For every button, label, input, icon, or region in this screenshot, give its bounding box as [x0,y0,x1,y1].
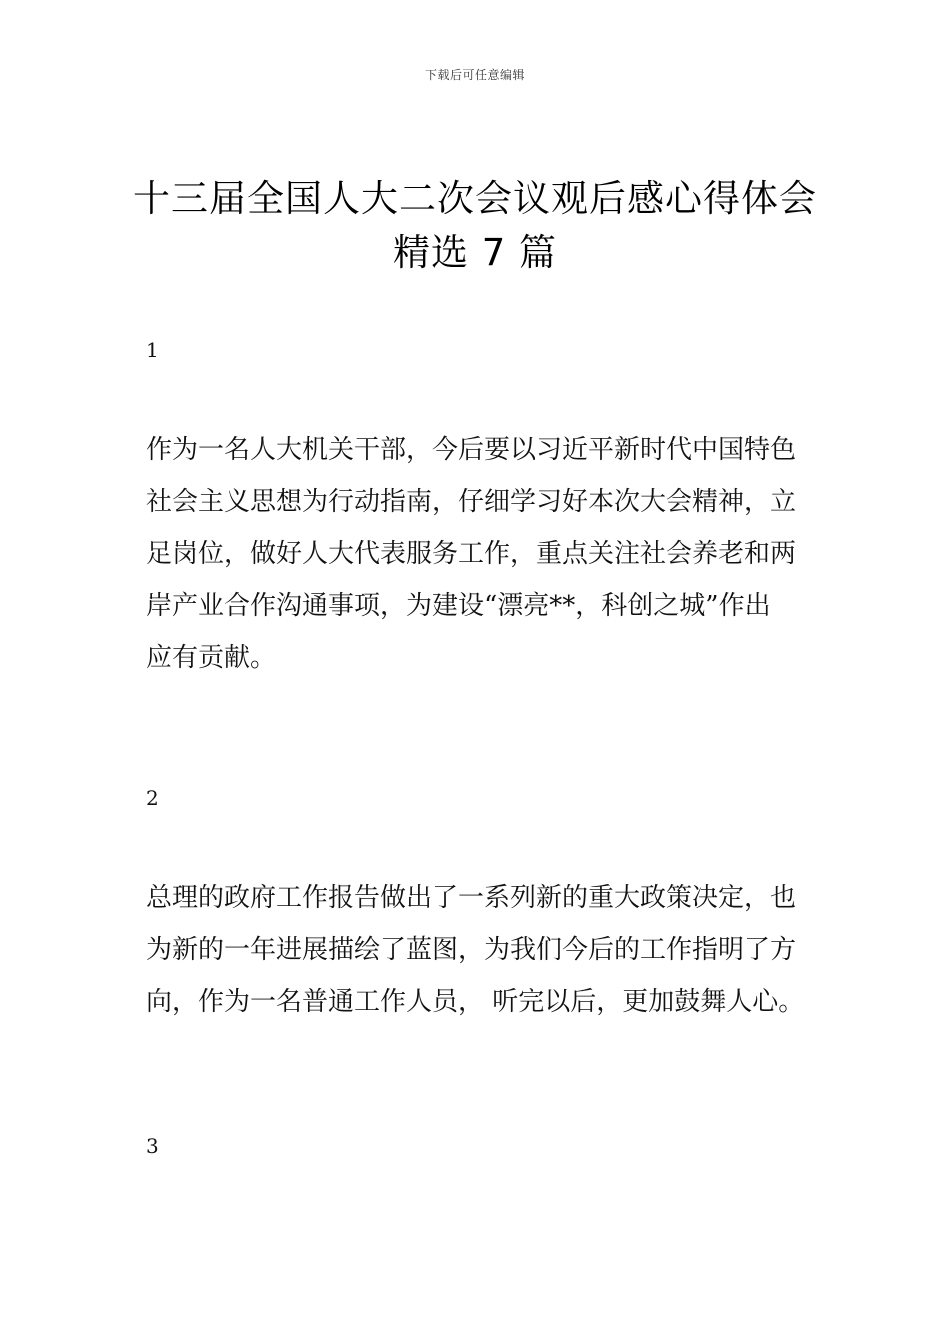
paragraph-line: 岸产业合作沟通事项，为建设“漂亮**，科创之城”作出 [146,591,771,621]
section-number-1: 1 [146,338,159,362]
paragraph-line: 应有贡献。 [146,643,277,673]
section-number-3: 3 [146,1134,159,1158]
header-note: 下载后可任意编辑 [424,68,525,82]
paragraph-line: 总理的政府工作报告做出了一系列新的重大政策决定，也 [146,883,797,913]
section-2-paragraph [146,872,810,1028]
paragraph-line: 向，作为一名普通工作人员， 听完以后，更加鼓舞人心。 [146,987,805,1017]
paragraph-line: 社会主义思想为行动指南，仔细学习好本次大会精神，立 [146,487,797,517]
title-line-1: 十三届全国人大二次会议观后感心得体会 [133,177,817,220]
document-title [120,172,830,280]
paragraph-line: 足岗位，做好人大代表服务工作，重点关注社会养老和两 [146,539,797,569]
section-number-2: 2 [146,786,159,810]
paragraph-line: 为新的一年进展描绘了蓝图，为我们今后的工作指明了方 [146,935,797,965]
title-line-2: 精选 7 篇 [392,231,558,274]
paragraph-line: 作为一名人大机关干部，今后要以习近平新时代中国特色 [146,435,797,465]
section-1-paragraph [146,424,810,684]
